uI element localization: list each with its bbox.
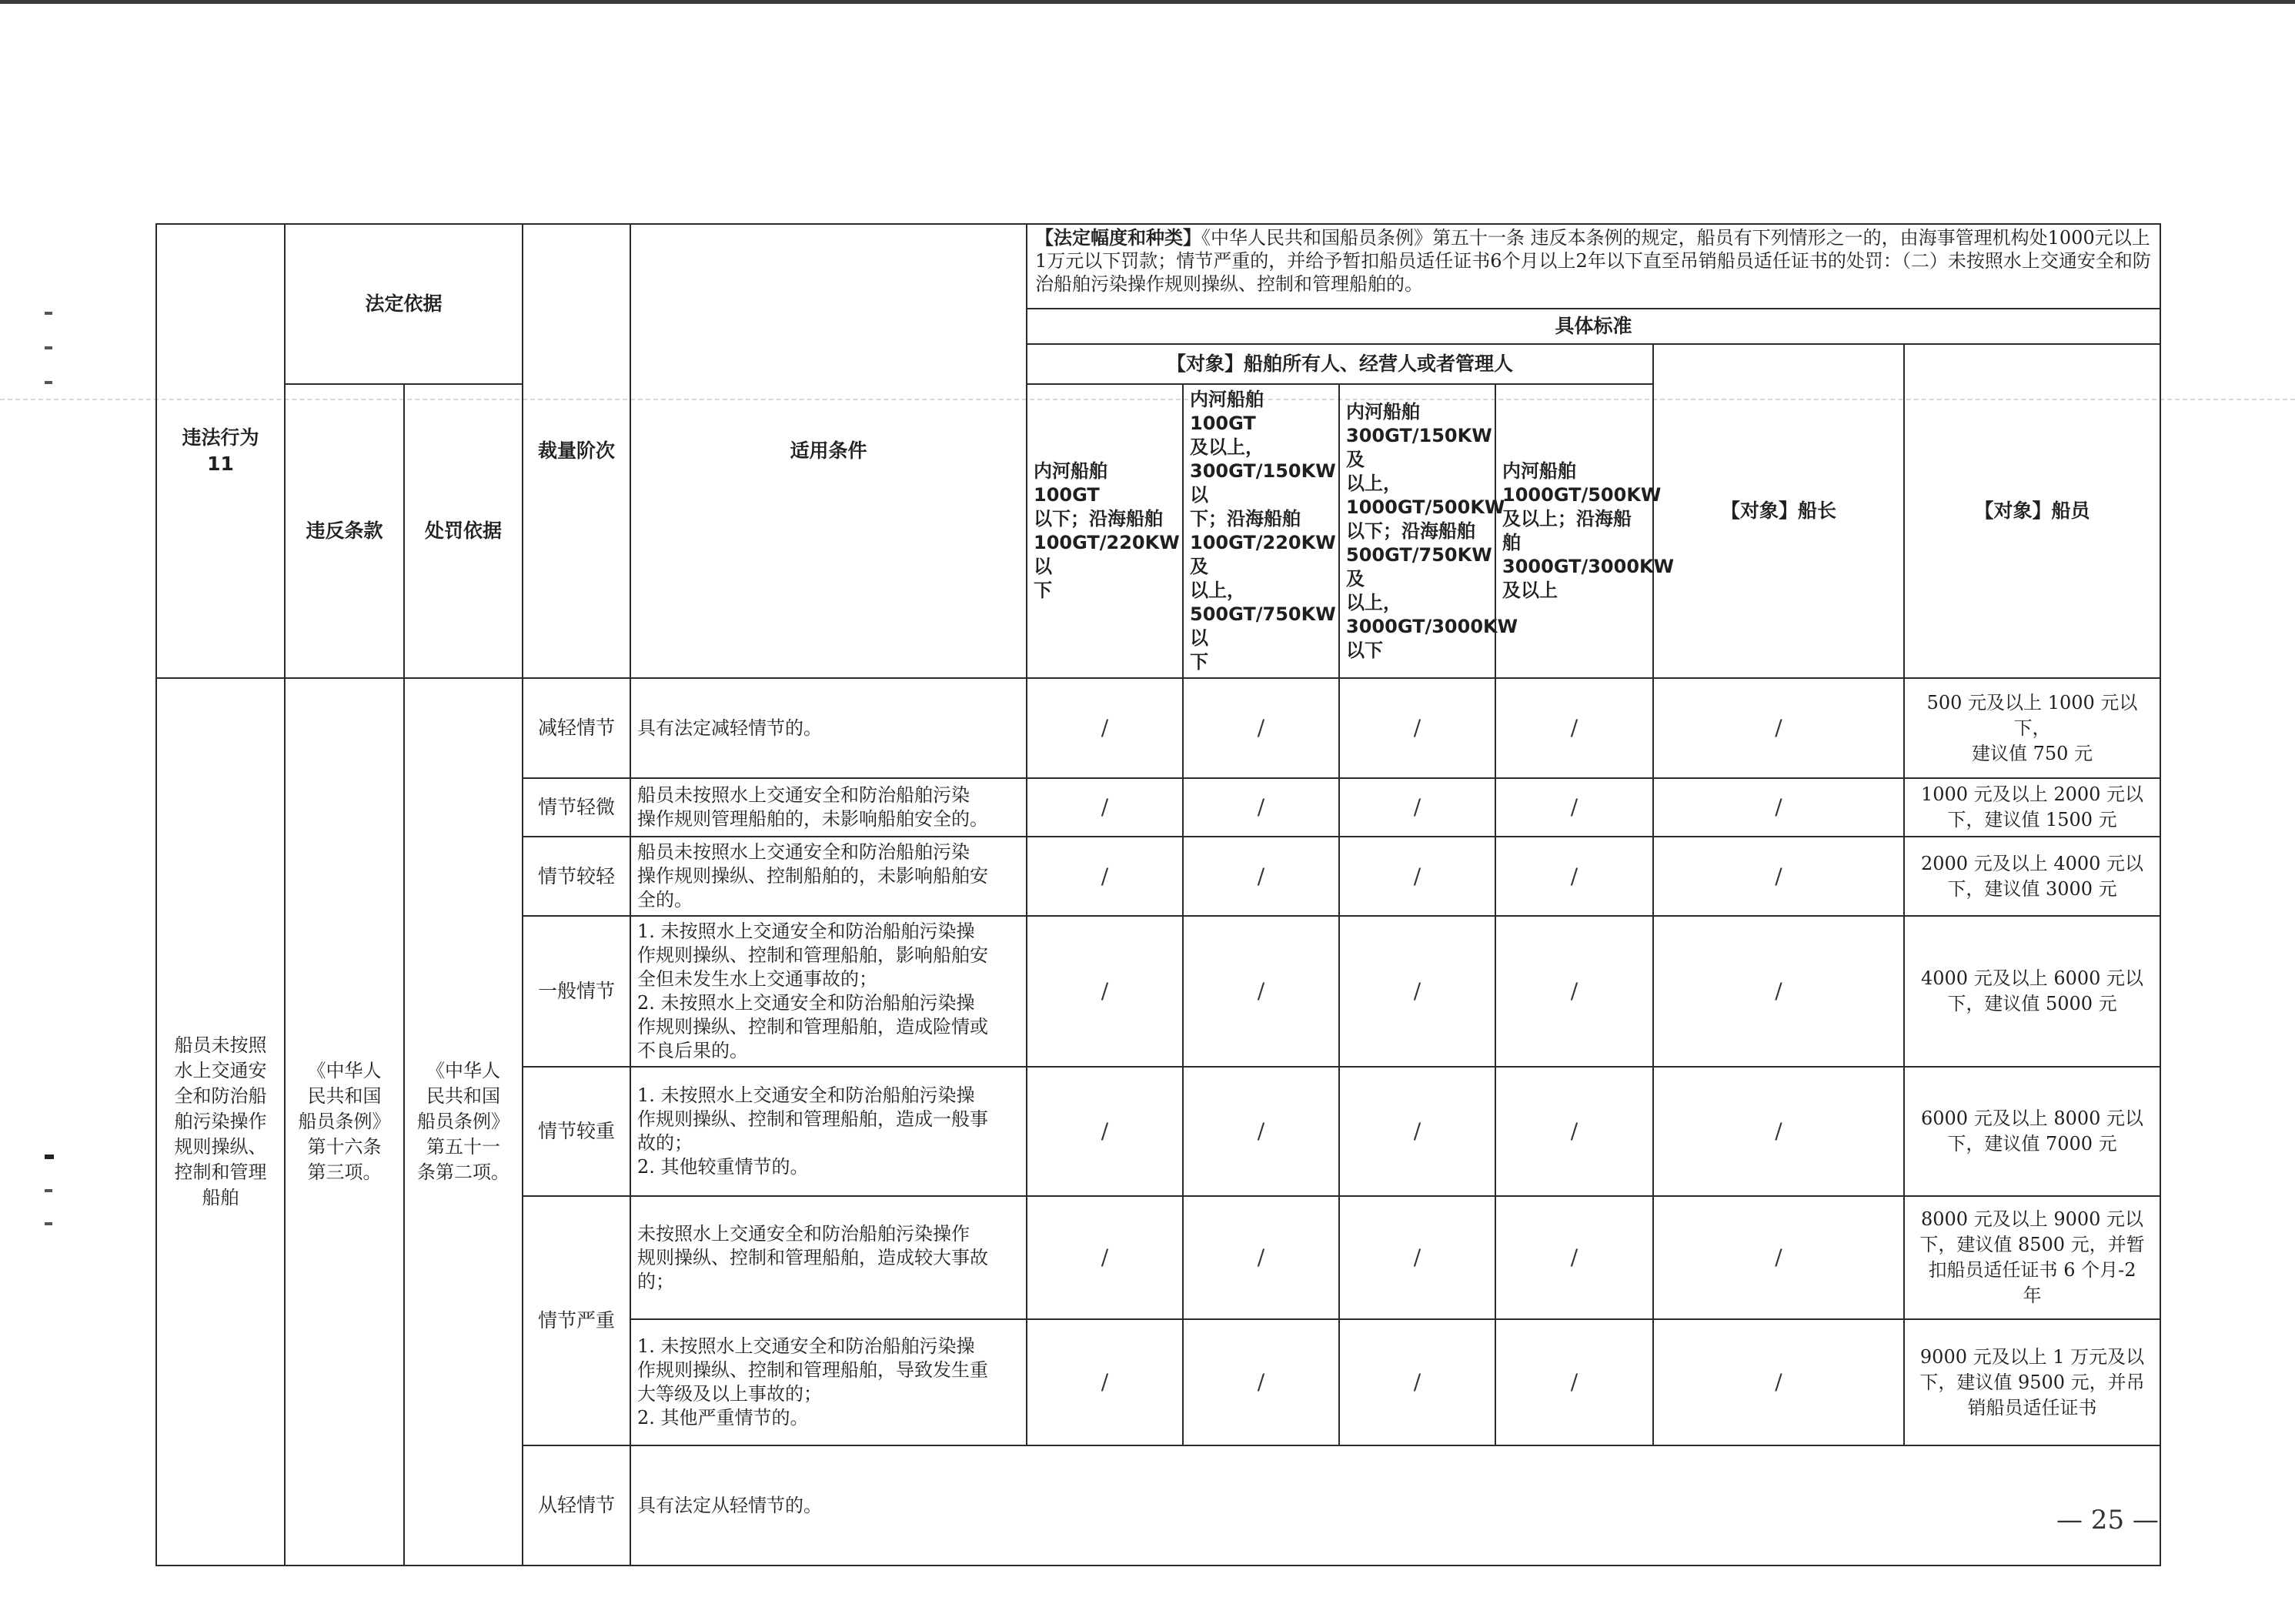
- condition-text: 未按照水上交通安全和防治船舶污染操作 规则操纵、控制和管理船舶，造成较大事故 的；: [630, 1196, 1027, 1319]
- legal-basis-header: 法定依据: [285, 224, 523, 384]
- page-number: — 25 —: [2056, 1505, 2159, 1535]
- scan-mark: [45, 346, 52, 349]
- crew-header: 【对象】船员: [1904, 344, 2160, 678]
- condition-text: 船员未按照水上交通安全和防治船舶污染 操作规则管理船舶的，未影响船舶安全的。: [630, 778, 1027, 837]
- table-row: [156, 224, 2160, 309]
- penalty-standard-table: [155, 223, 2161, 1566]
- condition-text: 1. 未按照水上交通安全和防治船舶污染操 作规则操纵、控制和管理船舶，造成一般事 故的； 2. 其他较重情节的。: [630, 1067, 1027, 1196]
- not-applicable-mark: /: [1027, 1196, 1183, 1319]
- scan-mark: [45, 312, 52, 315]
- not-applicable-mark: /: [1027, 678, 1183, 778]
- crew-penalty: 1000 元及以上 2000 元以 下，建议值 1500 元: [1904, 778, 2160, 837]
- violation-description: 船员未按照 水上交通安 全和防治船 舶污染操作 规则操纵、 控制和管理 船舶: [156, 678, 285, 1566]
- scan-mark: [45, 381, 52, 384]
- discretion-level: 情节较轻: [523, 837, 630, 916]
- not-applicable-mark: /: [1027, 1067, 1183, 1196]
- not-applicable-mark: /: [1653, 837, 1904, 916]
- penalty-basis-cell: 《中华人 民共和国 船员条例》 第五十一 条第二项。: [404, 678, 523, 1566]
- condition-text: 具有法定从轻情节的。: [630, 1445, 2160, 1566]
- legal-range-text: [1027, 224, 2160, 309]
- crew-penalty: 6000 元及以上 8000 元以 下，建议值 7000 元: [1904, 1067, 2160, 1196]
- not-applicable-mark: /: [1183, 778, 1339, 837]
- table-row: [156, 678, 2160, 778]
- not-applicable-mark: /: [1653, 678, 1904, 778]
- discretion-level-header: 裁量阶次: [523, 224, 630, 678]
- not-applicable-mark: /: [1339, 837, 1495, 916]
- condition-text: 1. 未按照水上交通安全和防治船舶污染操 作规则操纵、控制和管理船舶，影响船舶安 全但未发生水上交通事故的； 2. 未按照水上交通安全和防治船舶污染操 作规则操纵、控制和管理船舶，造成险情或 不良后果的。: [630, 916, 1027, 1067]
- penalty-basis-header: 处罚依据: [404, 384, 523, 678]
- not-applicable-mark: /: [1339, 778, 1495, 837]
- not-applicable-mark: /: [1027, 1319, 1183, 1445]
- crew-penalty: 500 元及以上 1000 元以下， 建议值 750 元: [1904, 678, 2160, 778]
- specific-standard-header: 具体标准: [1027, 309, 2160, 344]
- discretion-level: 一般情节: [523, 916, 630, 1067]
- not-applicable-mark: /: [1653, 1196, 1904, 1319]
- not-applicable-mark: /: [1495, 1319, 1653, 1445]
- not-applicable-mark: /: [1027, 778, 1183, 837]
- discretion-level: 情节较重: [523, 1067, 630, 1196]
- crew-penalty: 9000 元及以上 1 万元及以 下，建议值 9500 元，并吊 销船员适任证书: [1904, 1319, 2160, 1445]
- conditions-header: 适用条件: [630, 224, 1027, 678]
- not-applicable-mark: /: [1495, 678, 1653, 778]
- crew-penalty: 4000 元及以上 6000 元以 下，建议值 5000 元: [1904, 916, 2160, 1067]
- vessel-category-1: 内河船舶 100GT 以下；沿海船舶 100GT/220KW 以 下: [1027, 384, 1183, 678]
- violated-clause-header: 违反条款: [285, 384, 404, 678]
- condition-text: 1. 未按照水上交通安全和防治船舶污染操 作规则操纵、控制和管理船舶，导致发生重 大等级及以上事故的； 2. 其他严重情节的。: [630, 1319, 1027, 1445]
- not-applicable-mark: /: [1027, 837, 1183, 916]
- not-applicable-mark: /: [1495, 837, 1653, 916]
- violation-header: 违法行为 11: [156, 224, 285, 678]
- not-applicable-mark: /: [1495, 1196, 1653, 1319]
- condition-text: 具有法定减轻情节的。: [630, 678, 1027, 778]
- not-applicable-mark: /: [1027, 916, 1183, 1067]
- not-applicable-mark: /: [1183, 916, 1339, 1067]
- scan-mark: [45, 1155, 54, 1159]
- not-applicable-mark: /: [1339, 1067, 1495, 1196]
- not-applicable-mark: /: [1653, 1319, 1904, 1445]
- discretion-level: 从轻情节: [523, 1445, 630, 1566]
- not-applicable-mark: /: [1339, 916, 1495, 1067]
- captain-header: 【对象】船长: [1653, 344, 1904, 678]
- not-applicable-mark: /: [1183, 1196, 1339, 1319]
- not-applicable-mark: /: [1653, 778, 1904, 837]
- vessel-category-2: 内河船舶 100GT 及以上， 300GT/150KW 以 下；沿海船舶 100GT/220KW 及 以上， 500GT/750KW 以 下: [1183, 384, 1339, 678]
- not-applicable-mark: /: [1339, 1196, 1495, 1319]
- discretion-level: 情节严重: [523, 1196, 630, 1445]
- crew-penalty: 8000 元及以上 9000 元以 下，建议值 8500 元，并暂 扣船员适任证书 6 个月-2 年: [1904, 1196, 2160, 1319]
- not-applicable-mark: /: [1183, 1319, 1339, 1445]
- not-applicable-mark: /: [1183, 1067, 1339, 1196]
- discretion-level: 减轻情节: [523, 678, 630, 778]
- violated-clause-cell: 《中华人 民共和国 船员条例》 第十六条 第三项。: [285, 678, 404, 1566]
- not-applicable-mark: /: [1339, 678, 1495, 778]
- top-border: [0, 0, 2295, 4]
- not-applicable-mark: /: [1339, 1319, 1495, 1445]
- discretion-level: 情节轻微: [523, 778, 630, 837]
- not-applicable-mark: /: [1653, 916, 1904, 1067]
- not-applicable-mark: /: [1495, 916, 1653, 1067]
- legal-range-body: 《中华人民共和国船员条例》第五十一条 违反本条例的规定，船员有下列情形之一的，由海事管理机构处1000元以上1万元以下罚款；情节严重的，并给予暂扣船员适任证书6个月以上2年以下直至吊销船员适任证书的处罚：（二）未按照水上交通安全和防治船舶污染操作规则操纵、控制和管理船舶的。: [1035, 227, 2151, 295]
- scan-mark: [45, 1222, 52, 1225]
- legal-range-label: 【法定幅度和种类】: [1035, 227, 1202, 249]
- not-applicable-mark: /: [1495, 778, 1653, 837]
- vessel-category-3: 内河船舶 300GT/150KW 及 以上， 1000GT/500KW 以下；沿海船舶 500GT/750KW 及 以上， 3000GT/3000KW 以下: [1339, 384, 1495, 678]
- not-applicable-mark: /: [1183, 837, 1339, 916]
- condition-text: 船员未按照水上交通安全和防治船舶污染 操作规则操纵、控制船舶的，未影响船舶安 全的。: [630, 837, 1027, 916]
- owner-group-header: 【对象】船舶所有人、经营人或者管理人: [1027, 344, 1653, 384]
- scan-mark: [45, 1189, 52, 1192]
- crew-penalty: 2000 元及以上 4000 元以 下，建议值 3000 元: [1904, 837, 2160, 916]
- not-applicable-mark: /: [1653, 1067, 1904, 1196]
- table-body: [156, 224, 2160, 1566]
- not-applicable-mark: /: [1183, 678, 1339, 778]
- vessel-category-4: 内河船舶 1000GT/500KW 及以上；沿海船 舶 3000GT/3000KW 及以上: [1495, 384, 1653, 678]
- not-applicable-mark: /: [1495, 1067, 1653, 1196]
